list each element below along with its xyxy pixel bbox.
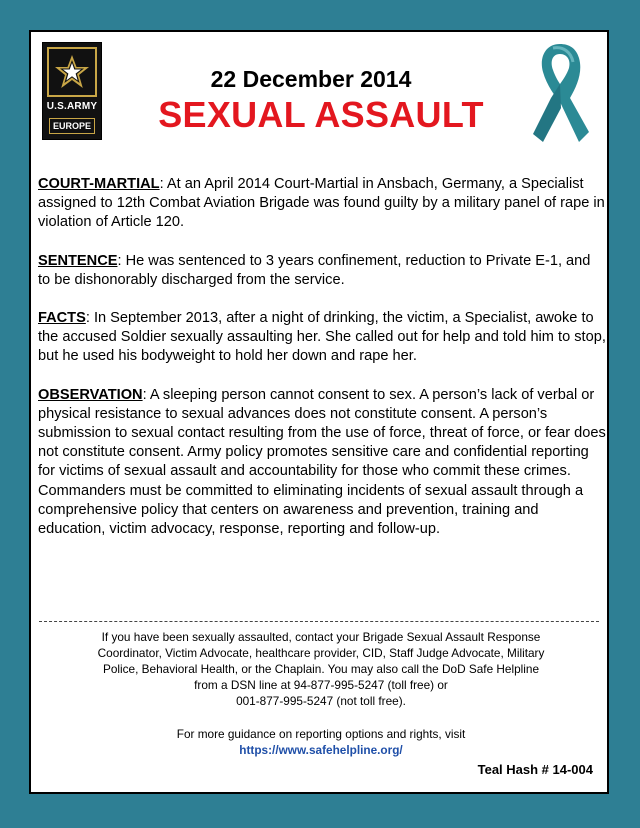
page-title: SEXUAL ASSAULT xyxy=(158,94,484,135)
footer-line: 001-877-995-5247 (not toll free). xyxy=(236,694,406,708)
guidance-text: For more guidance on reporting options and rights, visit xyxy=(176,727,466,741)
report-date: 22 December 2014 xyxy=(210,66,412,92)
sentence-label: SENTENCE xyxy=(38,252,118,269)
dashed-divider xyxy=(39,621,599,622)
facts-label: FACTS xyxy=(38,310,86,327)
observation-label: OBSERVATION xyxy=(38,386,143,403)
flyer-card xyxy=(29,30,609,794)
safehelpline-link[interactable]: https://www.safehelpline.org/ xyxy=(239,743,403,757)
observation-text: : A sleeping person cannot consent to sex. A person’s lack of verbal or physical resistance to sexual advances does not constitute consent. A person’s submission to sexual contact resulting from the use of force, threat of force, or fear does not constitute consent. Army policy promotes sensitive care and confidential reporting for victims of sexual assault and accountability for those who commit these crimes. Commanders must be committed to eliminating incidents of sexual assault through a comprehensive policy that centers on awareness and prevention, training and education, victim advocacy, response, reporting and follow-up. xyxy=(38,386,606,538)
court-martial-paragraph xyxy=(38,175,606,233)
help-contact-info xyxy=(71,629,571,709)
logo-text-us-army: U.S.ARMY xyxy=(46,101,98,112)
logo-text-europe: EUROPE xyxy=(49,118,95,134)
army-star-icon xyxy=(52,52,92,92)
footer-line: Police, Behavioral Health, or the Chaplain. You may also call the DoD Safe Helpline xyxy=(102,662,540,676)
star-frame xyxy=(47,47,97,97)
footer-line: If you have been sexually assaulted, contact your Brigade Sexual Assault Response xyxy=(101,630,541,644)
sentence-paragraph xyxy=(38,252,606,290)
court-martial-text: : At an April 2014 Court-Martial in Ansbach, Germany, a Specialist assigned to 12th Combat Aviation Brigade was found guilty by a military panel of rape in violation of Article 120. xyxy=(38,176,605,231)
guidance-block xyxy=(71,726,571,758)
observation-paragraph xyxy=(38,386,606,540)
facts-paragraph xyxy=(38,309,606,367)
footer-line: from a DSN line at 94-877-995-5247 (toll free) or xyxy=(194,678,448,692)
case-summary xyxy=(38,175,606,558)
facts-text: : In September 2013, after a night of drinking, the victim, a Specialist, awoke to the accused Soldier sexually assaulting her. She called out for help and told him to stop, but he used his bodyweight to hold her down and rape her. xyxy=(38,310,606,365)
footer-line: Coordinator, Victim Advocate, healthcare provider, CID, Staff Judge Advocate, Military xyxy=(97,646,545,660)
sentence-text: : He was sentenced to 3 years confinement, reduction to Private E-1, and to be dishonorably discharged from the service. xyxy=(38,252,591,288)
court-martial-label: COURT-MARTIAL xyxy=(38,176,160,192)
teal-hash-number: Teal Hash # 14-004 xyxy=(477,762,593,777)
